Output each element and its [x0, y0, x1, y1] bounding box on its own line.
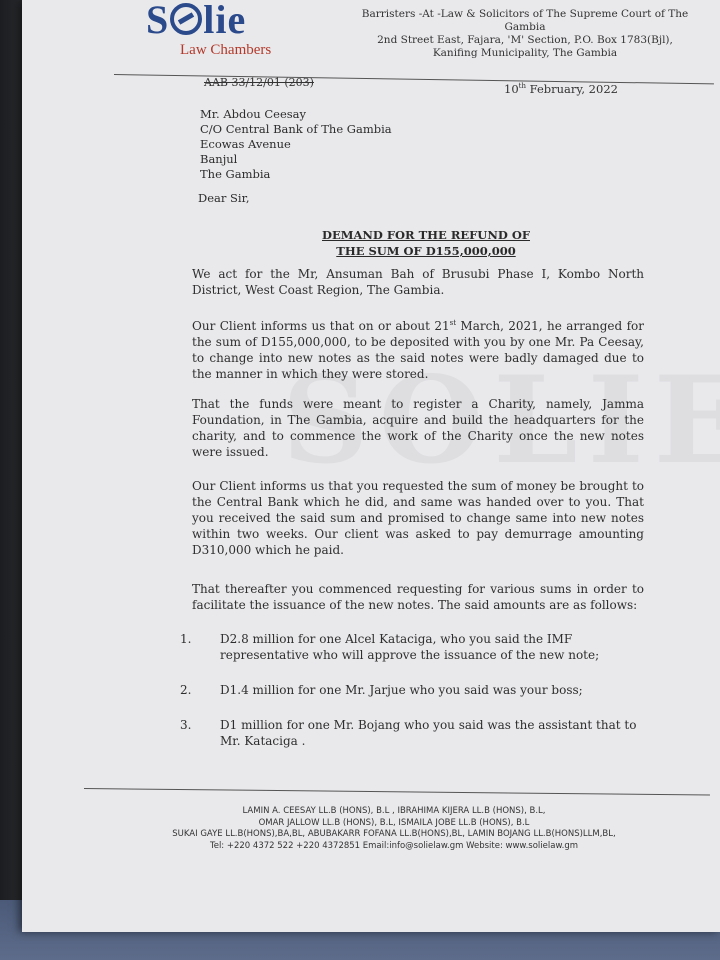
list-item-text: D1.4 million for one Mr. Jarjue who you said was your boss; — [220, 683, 583, 697]
subject-line-1: DEMAND FOR THE REFUND OF — [322, 228, 530, 242]
recipient-line-4: Banjul — [200, 152, 238, 166]
address-line-2: 2nd Street East, Fajara, 'M' Section, P.O. Box 1783(Bjl), — [377, 34, 673, 46]
subject-line-2: THE SUM OF D155,000,000 — [336, 244, 516, 258]
logo-subtitle: Law Chambers — [180, 42, 272, 58]
list-item-text: D1 million for one Mr. Bojang who you said was the assistant that to Mr. Kataciga . — [220, 718, 637, 748]
footer-line-3: SUKAI GAYE LL.B(HONS),BA,BL, ABUBAKARR FOFANA LL.B(HONS),BL, LAMIN BOJANG LL.B(HONS)LLM,BL, — [172, 829, 616, 839]
list-item — [180, 631, 650, 663]
paragraph-2: Our Client informs us that on or about 21st March, 2021, he arranged for the sum of D155,000,000, to be deposited with you by one Mr. Pa Ceesay, to change into new notes as the said notes were badly damaged due to the manner in which they were stored. — [192, 319, 644, 381]
salutation: Dear Sir, — [198, 191, 250, 205]
paragraph-4: Our Client informs us that you requested the sum of money be brought to the Central Bank which he did, and same was handed over to you. That you received the said sum and promised to change same into new notes within two weeks. Our client was asked to pay demurrage amounting D310,000 which he paid. — [192, 479, 644, 557]
recipient-line-3: Ecowas Avenue — [200, 137, 291, 151]
list-item-text: D2.8 million for one Alcel Kataciga, who you said the IMF representative who will approve the issuance of the new note; — [220, 632, 600, 662]
paragraph-5: That thereafter you commenced requesting for various sums in order to facilitate the issuance of the new notes. The said amounts are as follows: — [192, 582, 644, 612]
list-item-number: 1. — [180, 632, 192, 646]
firm-partners-footer — [144, 806, 644, 852]
recipient-address — [200, 107, 392, 182]
paragraph-3: That the funds were meant to register a Charity, namely, Jamma Foundation, in The Gambia, acquire and build the headquarters for the charity, and to commence the work of the Charity once the new notes were issued. — [192, 397, 644, 459]
list-item — [180, 717, 650, 749]
subject-heading — [322, 227, 530, 259]
logo-mark-icon — [170, 3, 202, 35]
firm-address — [340, 8, 710, 60]
footer-line-2: OMAR JALLOW LL.B (HONS), B.L, ISMAILA JOBE LL.B (HONS), B.L — [258, 817, 530, 828]
address-line-1: Barristers -At -Law & Solicitors of The Supreme Court of The Gambia — [361, 8, 689, 33]
letter-date: 10th February, 2022 — [504, 82, 618, 96]
recipient-line-2: C/O Central Bank of The Gambia — [200, 122, 392, 136]
list-item-number: 2. — [180, 683, 192, 697]
footer-contact: Tel: +220 4372 522 +220 4372851 Email:info@solielaw.gm Website: www.solielaw.gm — [209, 840, 579, 851]
footer-line-1: LAMIN A. CEESAY LL.B (HONS), B.L , IBRAHIMA KIJERA LL.B (HONS), B.L, — [242, 806, 546, 816]
recipient-line-5: The Gambia — [200, 167, 271, 181]
logo-name: S lie — [146, 0, 247, 42]
address-line-3: Kanifing Municipality, The Gambia — [432, 47, 618, 59]
recipient-line-1: Mr. Abdou Ceesay — [200, 107, 306, 121]
footer-rule — [84, 788, 710, 796]
firm-logo — [146, 0, 271, 59]
list-item — [180, 682, 650, 698]
letter-page — [22, 0, 720, 932]
paragraph-1: We act for the Mr, Ansuman Bah of Brusubi Phase I, Kombo North District, West Coast Region, The Gambia. — [192, 267, 644, 297]
list-item-number: 3. — [180, 718, 192, 732]
reference-number: AAB 33/12/01 (203) — [204, 76, 314, 89]
